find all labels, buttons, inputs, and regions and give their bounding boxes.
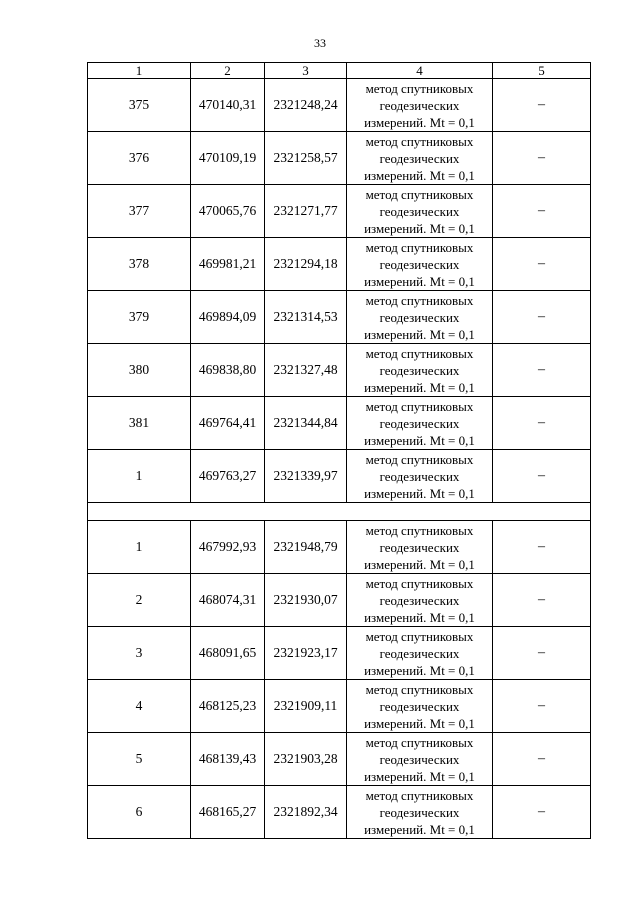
column-header-2: 2 [191,63,265,79]
table-row [88,574,591,627]
table-row [88,132,591,185]
method-text-line: метод спутниковых [365,787,474,803]
method-cell [347,79,493,132]
note-cell: – [493,238,591,291]
note-cell: – [493,786,591,839]
table-row [88,291,591,344]
method-text-line: метод спутниковых [365,575,474,591]
y-coordinate-cell: 2321344,84 [265,397,347,450]
x-coordinate-cell: 467992,93 [191,521,265,574]
method-text-line: геодезических [379,415,460,431]
method-text-line: измерений. Mt = 0,1 [364,114,475,130]
page-number: 33 [314,36,326,50]
method-text-line: метод спутниковых [365,133,474,149]
note-cell: – [493,132,591,185]
point-number-cell: 1 [88,450,191,503]
table-row [88,450,591,503]
y-coordinate-cell: 2321258,57 [265,132,347,185]
point-number-cell: 379 [88,291,191,344]
y-coordinate-cell: 2321923,17 [265,627,347,680]
method-text-line: метод спутниковых [365,239,474,255]
method-text-line: геодезических [379,804,460,820]
point-number-cell: 3 [88,627,191,680]
method-text-line: геодезических [379,97,460,113]
table-row [88,79,591,132]
point-number-cell: 378 [88,238,191,291]
method-text-line: геодезических [379,203,460,219]
method-text-line: измерений. Mt = 0,1 [364,379,475,395]
method-text-line: геодезических [379,645,460,661]
note-cell: – [493,733,591,786]
x-coordinate-cell: 468074,31 [191,574,265,627]
method-text-line: измерений. Mt = 0,1 [364,326,475,342]
x-coordinate-cell: 469981,21 [191,238,265,291]
note-cell: – [493,79,591,132]
method-cell [347,680,493,733]
table-row [88,521,591,574]
method-text-line: геодезических [379,539,460,555]
x-coordinate-cell: 470065,76 [191,185,265,238]
method-cell [347,450,493,503]
table-header-row [88,63,591,79]
note-cell: – [493,574,591,627]
y-coordinate-cell: 2321892,34 [265,786,347,839]
method-cell [347,344,493,397]
y-coordinate-cell: 2321248,24 [265,79,347,132]
point-number-cell: 380 [88,344,191,397]
table-row [88,680,591,733]
method-cell [347,291,493,344]
method-cell [347,574,493,627]
y-coordinate-cell: 2321930,07 [265,574,347,627]
method-text-line: геодезических [379,592,460,608]
column-header-5: 5 [493,63,591,79]
method-text-line: метод спутниковых [365,734,474,750]
point-number-cell: 376 [88,132,191,185]
note-cell: – [493,521,591,574]
x-coordinate-cell: 469894,09 [191,291,265,344]
point-number-cell: 4 [88,680,191,733]
point-number-cell: 6 [88,786,191,839]
table-row [88,397,591,450]
method-text-line: геодезических [379,150,460,166]
method-text-line: метод спутниковых [365,186,474,202]
point-number-cell: 381 [88,397,191,450]
method-text-line: геодезических [379,309,460,325]
y-coordinate-cell: 2321327,48 [265,344,347,397]
method-text-line: метод спутниковых [365,522,474,538]
note-cell: – [493,344,591,397]
x-coordinate-cell: 469764,41 [191,397,265,450]
x-coordinate-cell: 469763,27 [191,450,265,503]
y-coordinate-cell: 2321294,18 [265,238,347,291]
x-coordinate-cell: 470140,31 [191,79,265,132]
method-text-line: измерений. Mt = 0,1 [364,609,475,625]
y-coordinate-cell: 2321909,11 [265,680,347,733]
point-number-cell: 5 [88,733,191,786]
table-row [88,786,591,839]
note-cell: – [493,627,591,680]
note-cell: – [493,450,591,503]
column-header-3: 3 [265,63,347,79]
note-cell: – [493,291,591,344]
method-text-line: измерений. Mt = 0,1 [364,485,475,501]
point-number-cell: 1 [88,521,191,574]
method-text-line: измерений. Mt = 0,1 [364,768,475,784]
method-cell [347,786,493,839]
x-coordinate-cell: 470109,19 [191,132,265,185]
table-row [88,238,591,291]
y-coordinate-cell: 2321903,28 [265,733,347,786]
y-coordinate-cell: 2321314,53 [265,291,347,344]
y-coordinate-cell: 2321271,77 [265,185,347,238]
table-row [88,185,591,238]
method-text-line: геодезических [379,362,460,378]
y-coordinate-cell: 2321948,79 [265,521,347,574]
point-number-cell: 375 [88,79,191,132]
method-text-line: метод спутниковых [365,292,474,308]
y-coordinate-cell: 2321339,97 [265,450,347,503]
method-text-line: геодезических [379,698,460,714]
method-cell [347,185,493,238]
method-text-line: измерений. Mt = 0,1 [364,220,475,236]
method-text-line: метод спутниковых [365,398,474,414]
column-header-1: 1 [88,63,191,79]
x-coordinate-cell: 468091,65 [191,627,265,680]
coordinates-table [87,62,591,839]
method-text-line: геодезических [379,468,460,484]
group-separator-row [88,503,591,521]
method-text-line: метод спутниковых [365,628,474,644]
method-cell [347,521,493,574]
note-cell: – [493,680,591,733]
method-cell [347,238,493,291]
method-text-line: метод спутниковых [365,80,474,96]
method-text-line: метод спутниковых [365,681,474,697]
point-number-cell: 2 [88,574,191,627]
x-coordinate-cell: 468165,27 [191,786,265,839]
method-text-line: измерений. Mt = 0,1 [364,715,475,731]
point-number-cell: 377 [88,185,191,238]
method-text-line: измерений. Mt = 0,1 [364,273,475,289]
table-row [88,733,591,786]
method-cell [347,397,493,450]
x-coordinate-cell: 469838,80 [191,344,265,397]
note-cell: – [493,397,591,450]
method-text-line: измерений. Mt = 0,1 [364,432,475,448]
method-text-line: геодезических [379,256,460,272]
method-text-line: метод спутниковых [365,345,474,361]
method-text-line: измерений. Mt = 0,1 [364,662,475,678]
method-text-line: метод спутниковых [365,451,474,467]
x-coordinate-cell: 468125,23 [191,680,265,733]
method-text-line: измерений. Mt = 0,1 [364,167,475,183]
method-cell [347,733,493,786]
method-text-line: измерений. Mt = 0,1 [364,556,475,572]
method-text-line: геодезических [379,751,460,767]
method-cell [347,132,493,185]
table-row [88,344,591,397]
note-cell: – [493,185,591,238]
group-separator-cell [88,503,591,521]
column-header-4: 4 [347,63,493,79]
method-text-line: измерений. Mt = 0,1 [364,821,475,837]
x-coordinate-cell: 468139,43 [191,733,265,786]
method-cell [347,627,493,680]
table-row [88,627,591,680]
